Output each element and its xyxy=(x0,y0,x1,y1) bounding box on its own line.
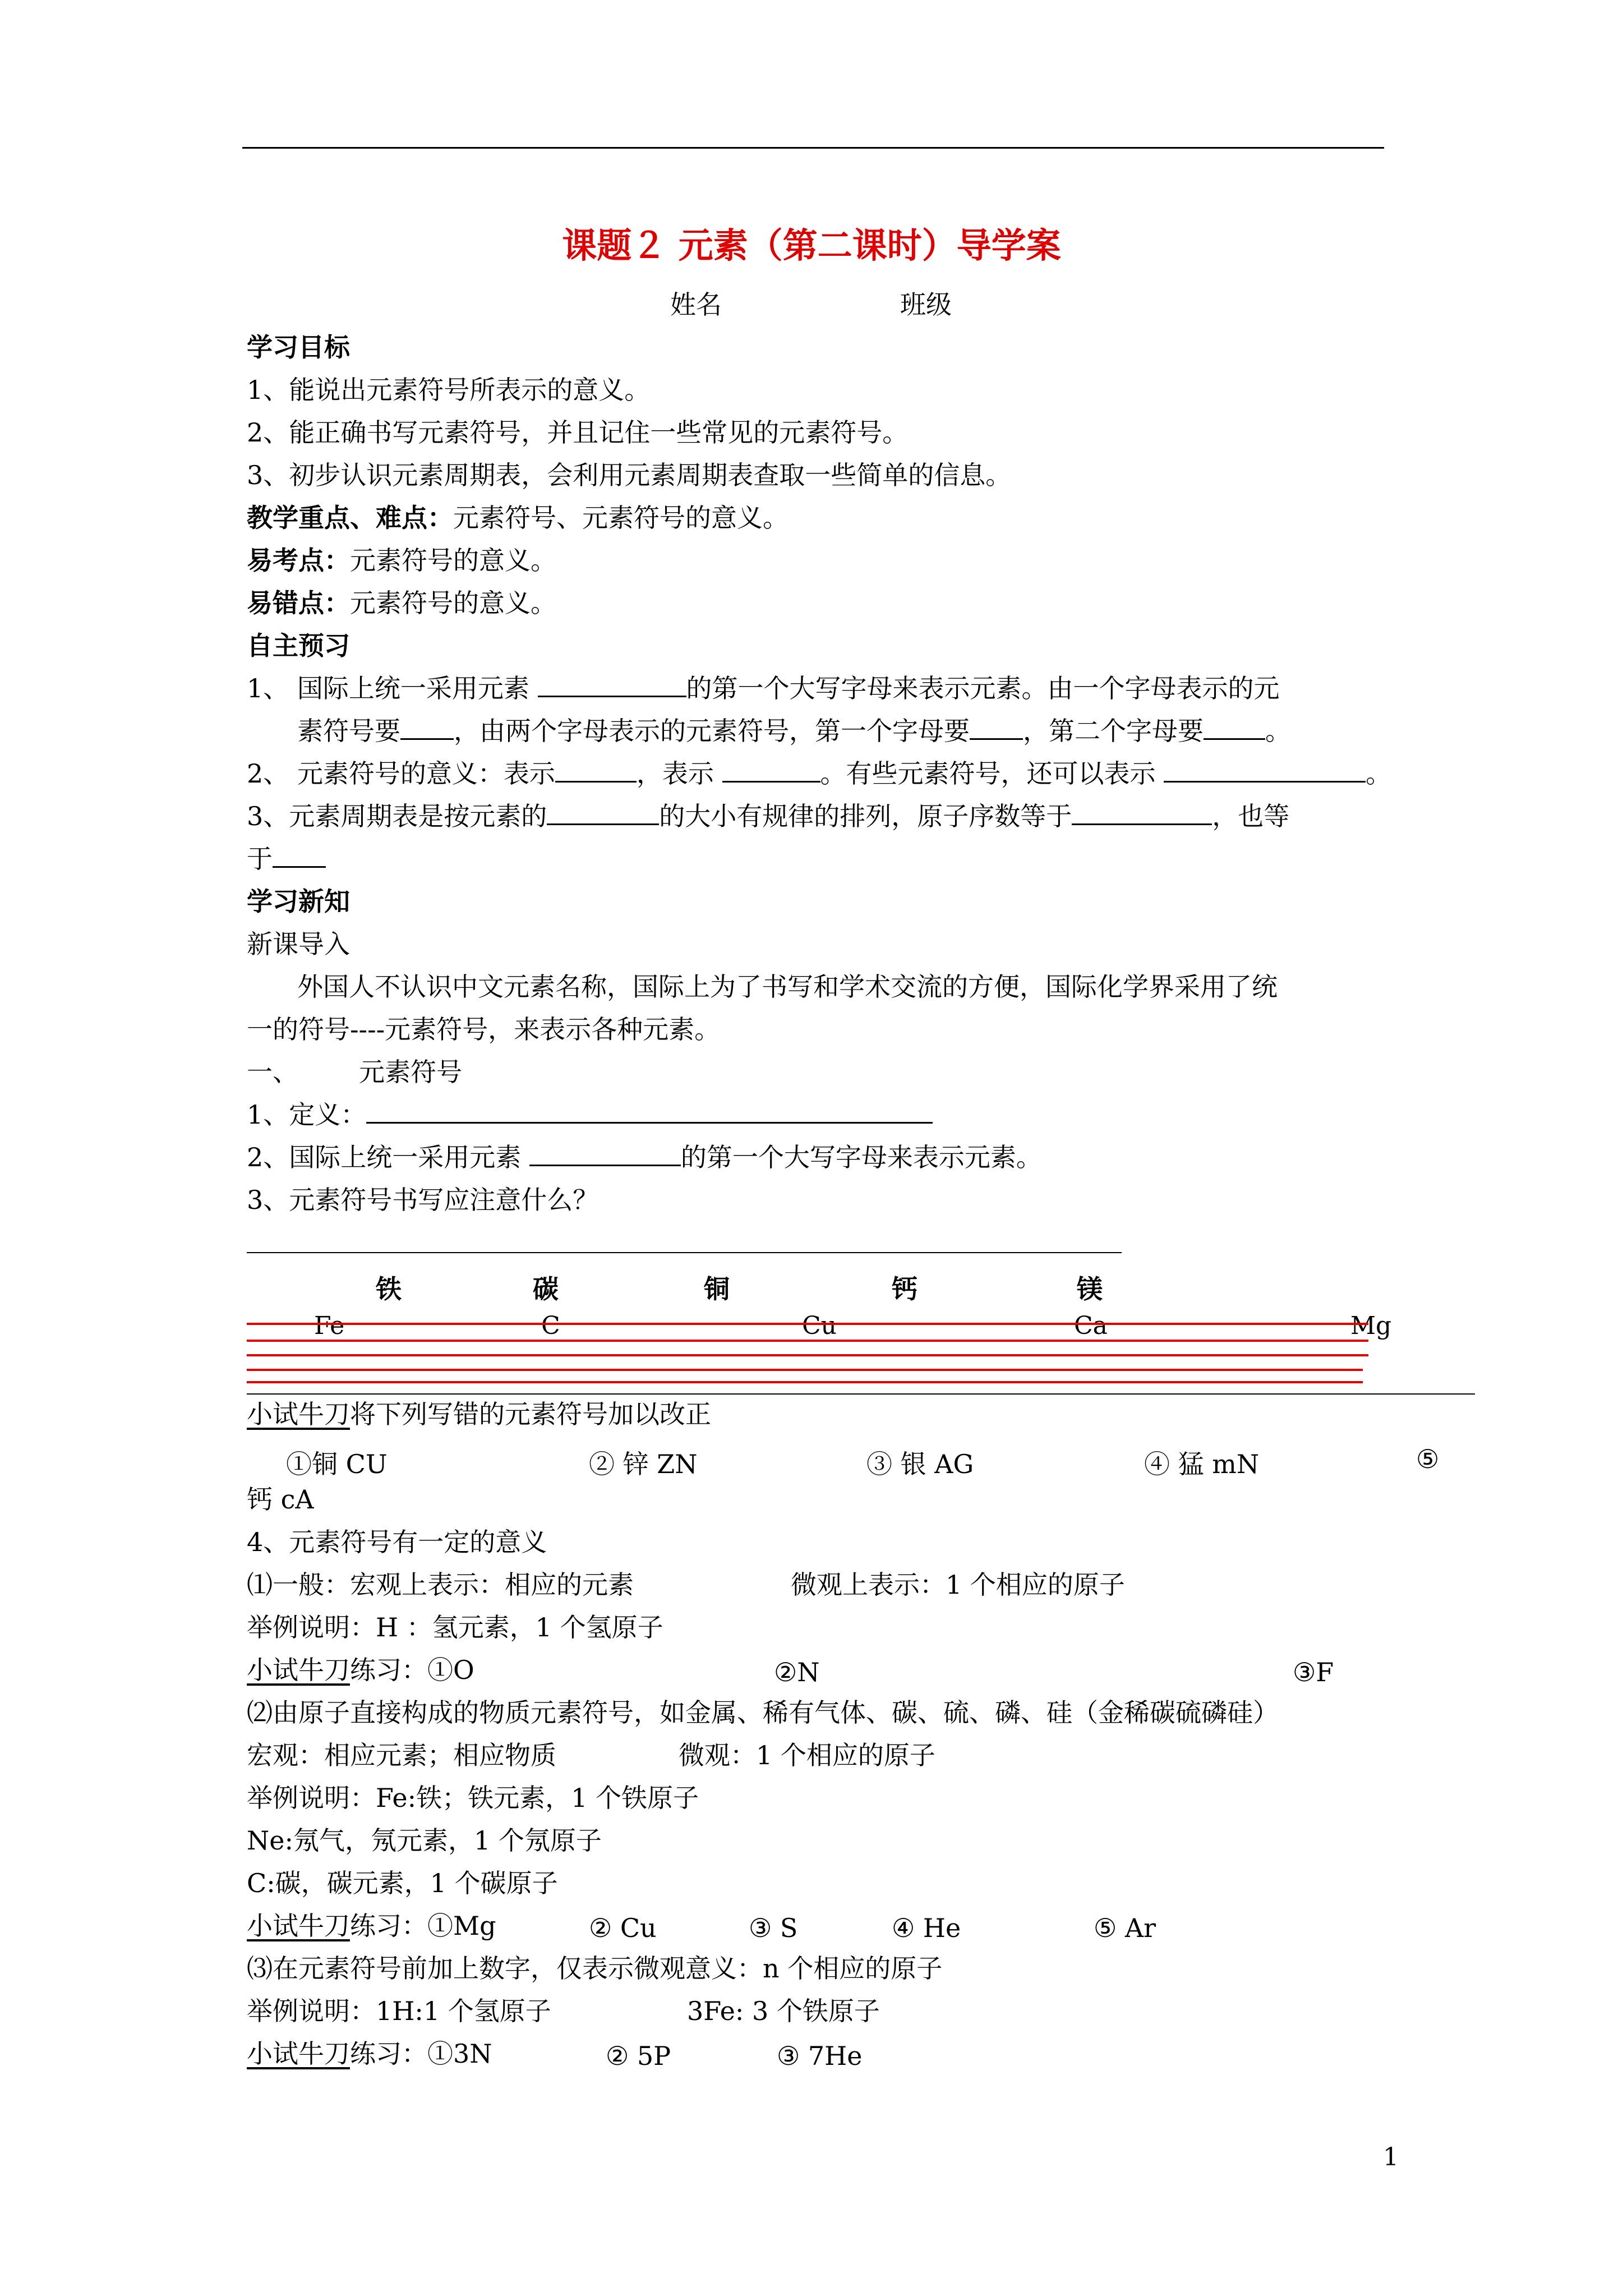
intl-text: 2、国际上统一采用元素 xyxy=(247,1142,522,1172)
correction-item: ①铜 CU xyxy=(286,1449,388,1479)
blank[interactable] xyxy=(366,1102,933,1124)
q3-text: 3、元素周期表是按元素的 xyxy=(247,801,547,831)
blank[interactable] xyxy=(273,846,326,868)
blank[interactable] xyxy=(1204,718,1265,740)
intro-label: 新课导入 xyxy=(247,929,350,959)
meaning-p2-macro: 宏观：相应元素；相应物质 xyxy=(247,1740,556,1770)
key-points-label: 教学重点、难点： xyxy=(247,503,453,533)
intl-rule xyxy=(247,1144,1042,1170)
definition-label: 1、定义： xyxy=(247,1099,367,1130)
key-points-text: 元素符号、元素符号的意义。 xyxy=(453,503,789,533)
intro-text: 一的符号----元素符号，来表示各种元素。 xyxy=(247,1014,721,1045)
q1-text: 。 xyxy=(1265,716,1291,746)
correction-item: ③ 银 AG xyxy=(866,1449,974,1479)
page-number: 1 xyxy=(1383,2143,1399,2171)
meaning-p1: ⑴一般：宏观上表示：相应的元素 xyxy=(247,1570,634,1600)
practice-item: ② Cu xyxy=(589,1913,657,1943)
preview-q3 xyxy=(247,803,1289,829)
element-symbol: Ca xyxy=(1074,1312,1108,1340)
practice-suffix: 练习： xyxy=(350,2039,427,2069)
blank[interactable] xyxy=(722,761,820,783)
practice-label: 小试牛刀 xyxy=(247,1911,350,1941)
q1-text: ，由两个字母表示的元素符号，第一个字母要 xyxy=(454,716,970,746)
goals-heading: 学习目标 xyxy=(247,332,350,362)
example: 举例说明：H ：氢元素，1 个氢原子 xyxy=(247,1612,663,1642)
q1-text: ，第二个字母要 xyxy=(1023,716,1204,746)
definition xyxy=(247,1099,933,1130)
page-title: 课题２ 元素（第二课时）导学案 xyxy=(562,225,1061,266)
element-symbol: Fe xyxy=(314,1312,345,1340)
practice-suffix: 练习： xyxy=(350,1655,427,1685)
example: 3Fe: 3 个铁原子 xyxy=(687,1996,880,2026)
table-top-rule xyxy=(247,1252,1122,1253)
easy-test-text: 元素符号的意义。 xyxy=(350,545,556,576)
strike-line xyxy=(247,1323,1368,1325)
example: 举例说明：Fe:铁；铁元素，1 个铁原子 xyxy=(247,1783,699,1813)
practice-label: 小试牛刀 xyxy=(247,1399,350,1429)
easy-test-label: 易考点： xyxy=(247,545,350,576)
element-name: 铜 xyxy=(704,1274,730,1304)
blank[interactable] xyxy=(1164,761,1366,783)
example: Ne:氖气，氖元素，1 个氖原子 xyxy=(247,1825,602,1856)
blank[interactable] xyxy=(547,803,659,825)
practice-suffix: 练习： xyxy=(350,1911,427,1941)
practice-2 xyxy=(247,1913,496,1939)
practice-label: 小试牛刀 xyxy=(247,1655,350,1685)
preview-heading: 自主预习 xyxy=(247,631,350,661)
strike-line xyxy=(247,1354,1368,1356)
strike-line xyxy=(247,1381,1363,1383)
name-label: 姓名 xyxy=(670,289,722,320)
element-name: 钙 xyxy=(892,1274,917,1304)
practice-3 xyxy=(247,2041,492,2067)
element-name: 镁 xyxy=(1077,1274,1103,1304)
section-title: 元素符号 xyxy=(359,1057,462,1087)
q1-text: 1、 国际上统一采用元素 xyxy=(247,673,529,703)
element-name: 铁 xyxy=(376,1274,402,1304)
new-knowledge-heading: 学习新知 xyxy=(247,886,350,917)
practice-item: ①O xyxy=(427,1655,474,1685)
table-bottom-rule xyxy=(247,1393,1475,1395)
practice-item: ④ He xyxy=(892,1913,961,1943)
q2-text: ，表示 xyxy=(636,758,714,789)
easy-test xyxy=(247,545,556,576)
easy-error-text: 元素符号的意义。 xyxy=(350,588,556,618)
correction-item: ⑤ xyxy=(1416,1444,1440,1474)
q3-text: 的大小有规律的排列，原子序数等于 xyxy=(659,801,1072,831)
practice-label: 小试牛刀 xyxy=(247,2039,350,2069)
strike-line xyxy=(247,1369,1363,1371)
q1-text: 素符号要 xyxy=(297,716,400,746)
blank[interactable] xyxy=(970,718,1023,740)
element-name: 碳 xyxy=(533,1274,559,1304)
goal-item: 3、初步认识元素周期表，会利用元素周期表查取一些简单的信息。 xyxy=(247,460,1012,490)
meaning-p3: ⑶在元素符号前加上数字，仅表示微观意义：n 个相应的原子 xyxy=(247,1953,943,1984)
section-num: 一、 xyxy=(247,1057,298,1087)
meaning-heading: 4、元素符号有一定的意义 xyxy=(247,1527,547,1557)
meaning-p2-micro: 微观：1 个相应的原子 xyxy=(679,1740,935,1770)
correction-item: ④ 猛 mN xyxy=(1144,1449,1260,1479)
practice-item: ② 5P xyxy=(606,2041,671,2071)
goal-item: 1、能说出元素符号所表示的意义。 xyxy=(247,375,651,405)
correction-text: 将下列写错的元素符号加以改正 xyxy=(350,1399,711,1429)
example: C:碳，碳元素，1 个碳原子 xyxy=(247,1868,558,1898)
q2-text: 2、 元素符号的意义：表示 xyxy=(247,758,555,789)
blank[interactable] xyxy=(555,761,637,783)
element-symbol: C xyxy=(541,1312,560,1340)
practice-item: ②N xyxy=(774,1657,820,1687)
practice-item: ③F xyxy=(1293,1657,1334,1687)
practice-item: ③ S xyxy=(749,1913,798,1943)
blank[interactable] xyxy=(538,675,686,697)
correction-item: 钙 cA xyxy=(247,1484,314,1515)
blank[interactable] xyxy=(400,718,454,740)
easy-error-label: 易错点： xyxy=(247,588,350,618)
preview-q2 xyxy=(247,758,1392,789)
preview-q1-cont xyxy=(297,718,1291,744)
q1-text: 的第一个大写字母来表示元素。由一个字母表示的元 xyxy=(686,673,1280,703)
q2-text: 。有些元素符号，还可以表示 xyxy=(820,758,1156,789)
preview-q1 xyxy=(247,675,1280,701)
practice-item: ①3N xyxy=(427,2039,492,2069)
correction-item: ② 锌 ZN xyxy=(589,1449,698,1479)
q3-text: 于 xyxy=(247,844,273,874)
intro-text: 外国人不认识中文元素名称，国际上为了书写和学术交流的方便，国际化学界采用了统 xyxy=(297,972,1278,1002)
element-symbol: Cu xyxy=(802,1312,837,1340)
notice-question: 3、元素符号书写应注意什么？ xyxy=(247,1185,599,1215)
q2-text: 。 xyxy=(1366,758,1392,789)
correction-task xyxy=(247,1401,711,1427)
practice-1 xyxy=(247,1657,474,1683)
practice-item: ①Mg xyxy=(427,1911,496,1941)
example: 举例说明：1H:1 个氢原子 xyxy=(247,1996,551,2026)
blank[interactable] xyxy=(1072,803,1212,825)
meaning-p2: ⑵由原子直接构成的物质元素符号，如金属、稀有气体、碳、硫、磷、硅（金稀碳硫磷硅） xyxy=(247,1697,1279,1728)
meaning-p1-micro: 微观上表示：1 个相应的原子 xyxy=(791,1570,1125,1600)
class-label: 班级 xyxy=(900,289,952,320)
blank[interactable] xyxy=(529,1144,681,1166)
header-rule xyxy=(242,147,1384,149)
preview-q3-cont xyxy=(247,846,326,872)
strike-line xyxy=(247,1340,1368,1342)
q3-text: ，也等 xyxy=(1212,801,1290,831)
intl-text: 的第一个大写字母来表示元素。 xyxy=(680,1142,1042,1172)
element-symbol: Mg xyxy=(1350,1312,1392,1340)
goal-item: 2、能正确书写元素符号，并且记住一些常见的元素符号。 xyxy=(247,417,909,448)
practice-item: ③ 7He xyxy=(777,2041,863,2071)
key-points xyxy=(247,505,789,531)
practice-item: ⑤ Ar xyxy=(1094,1913,1156,1943)
easy-error xyxy=(247,590,556,616)
